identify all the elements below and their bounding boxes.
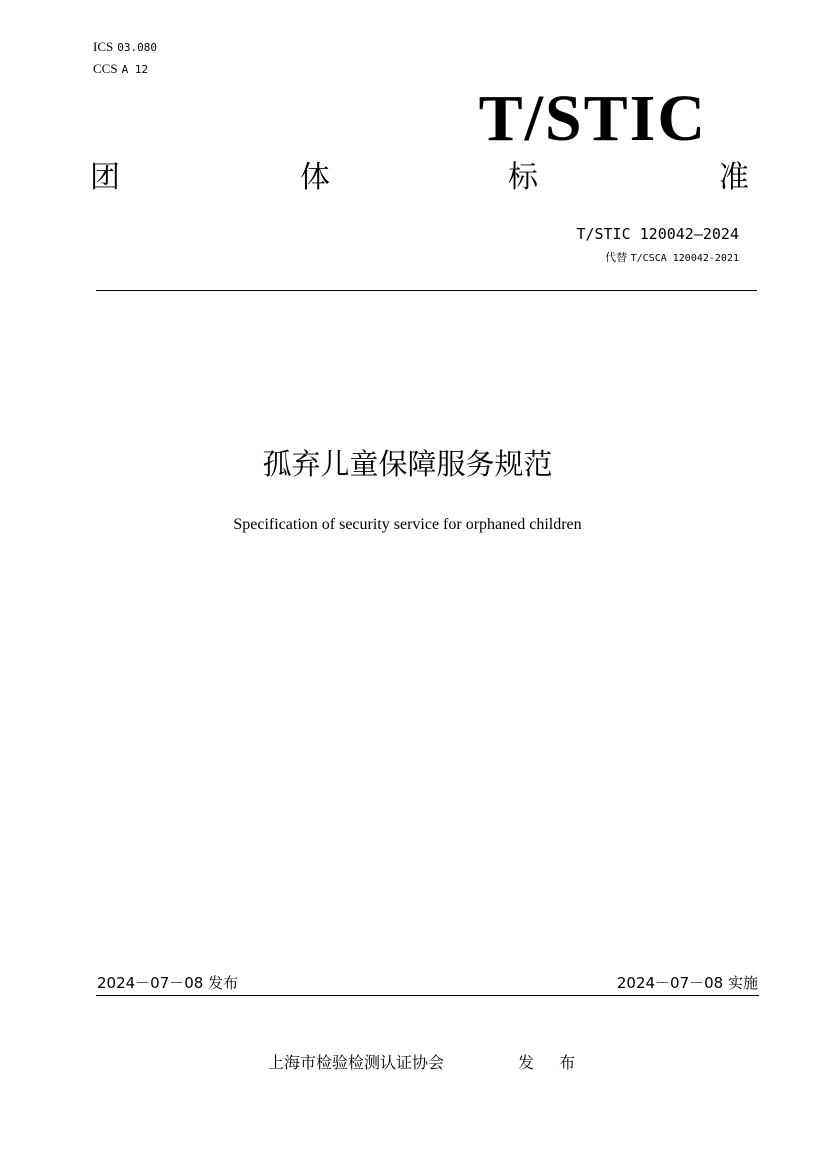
publish-date: 2024－07－08 发布 xyxy=(97,974,239,992)
publish-label: 发 布 xyxy=(518,1053,586,1072)
ccs-line xyxy=(93,62,148,77)
implement-date: 2024－07－08 实施 xyxy=(616,974,758,992)
standard-type-char-3: 标 xyxy=(508,160,538,195)
document-title-en: Specification of security service for orphaned children xyxy=(233,516,582,533)
publisher-name: 上海市检验检测认证协会 xyxy=(268,1053,445,1072)
standard-logo: T/STIC xyxy=(478,82,707,155)
ccs-code: A 12 xyxy=(121,63,149,76)
replaces-number: T/CSCA 120042-2021 xyxy=(630,253,739,264)
footer-divider xyxy=(96,995,759,996)
standard-type-char-4: 准 xyxy=(719,160,749,195)
standard-type-char-2: 体 xyxy=(300,160,330,195)
ics-code: 03.080 xyxy=(117,41,157,54)
ics-label: ICS xyxy=(93,39,114,54)
ccs-label: CCS xyxy=(93,61,118,76)
replaces-line xyxy=(605,250,739,267)
document-title-cn: 孤弃儿童保障服务规范 xyxy=(262,447,553,481)
ics-line xyxy=(93,40,157,55)
standard-number: T/STIC 120042—2024 xyxy=(576,225,739,243)
replaces-prefix: 代替 xyxy=(605,251,628,264)
header-divider xyxy=(96,290,757,291)
standard-type-char-1: 团 xyxy=(90,160,120,195)
